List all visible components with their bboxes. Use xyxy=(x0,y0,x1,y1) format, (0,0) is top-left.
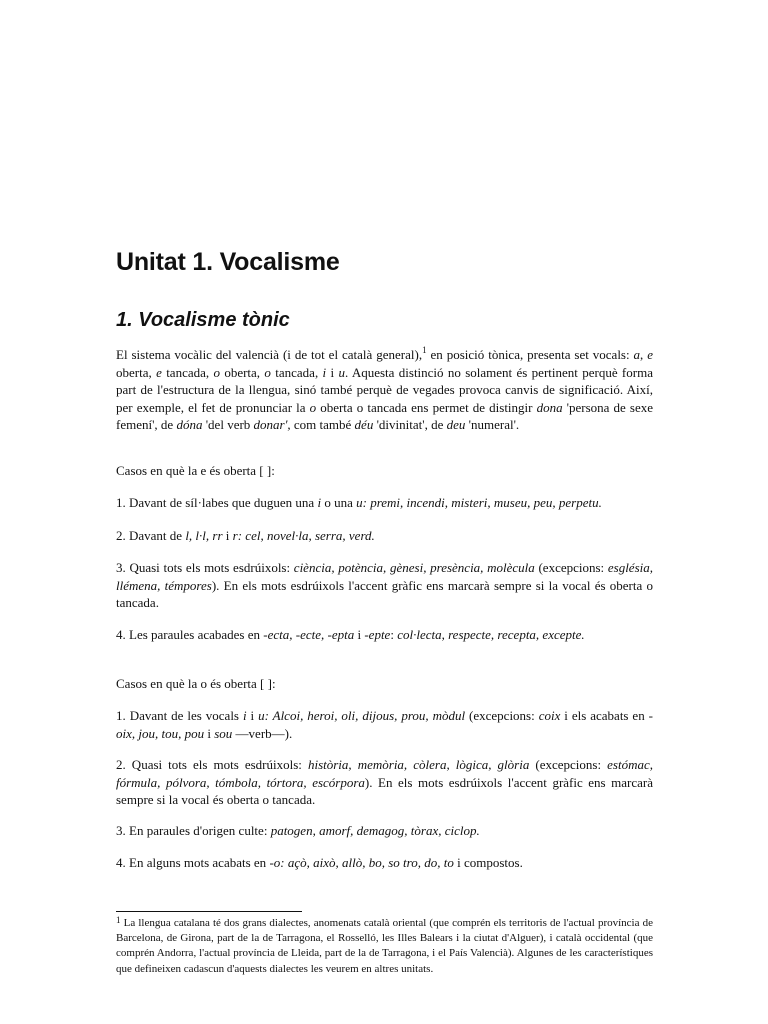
e-case-1 xyxy=(116,494,653,512)
text: i xyxy=(246,708,259,723)
text: com també xyxy=(290,417,355,432)
italic-exceptions: estómac, fórmula, pólvora, tómbola, tórtora, escórpora xyxy=(116,757,653,790)
italic-examples: u: premi, incendi, misteri, museu, peu, perpetu. xyxy=(356,495,602,510)
text: 1. Davant de les vocals xyxy=(116,708,243,723)
italic-term: l, l·l, rr xyxy=(185,528,223,543)
e-cases-heading: Casos en què la e és oberta [ ]: xyxy=(116,463,275,478)
italic-term: deu xyxy=(446,417,466,432)
italic-term: déu xyxy=(354,417,374,432)
e-case-4 xyxy=(116,626,653,644)
italic-examples: -o: açò, això, allò, bo, so tro, do, to xyxy=(269,855,454,870)
text: , xyxy=(640,347,648,362)
italic-term: -epte xyxy=(364,627,391,642)
e-case-3 xyxy=(116,559,653,612)
text: 4. Les paraules acabades en xyxy=(116,627,264,642)
text: 2. Quasi tots els mots esdrúixols: xyxy=(116,757,308,772)
italic-term: o xyxy=(213,364,220,380)
text: oberta, xyxy=(116,364,157,380)
text: (excepcions: xyxy=(465,708,539,723)
italic-term: i xyxy=(242,708,247,723)
italic-term: i xyxy=(322,364,327,380)
text: en posició tònica, presenta set vocals: xyxy=(426,347,634,362)
italic-term: e xyxy=(647,347,654,362)
italic-term: donar', xyxy=(253,417,291,432)
o-case-3 xyxy=(116,822,653,840)
text: ). En els mots esdrúixols l'accent gràfic ens marcarà sempre si la vocal és oberta o tancada. xyxy=(116,774,653,807)
italic-term: a xyxy=(633,347,641,362)
text: i xyxy=(354,627,365,642)
e-case-2 xyxy=(116,527,653,545)
section-title: 1. Vocalisme tònic xyxy=(116,309,290,331)
page-title: Unitat 1. Vocalisme xyxy=(116,248,340,276)
text: i els acabats en xyxy=(560,708,649,723)
text: i xyxy=(326,364,339,380)
text: : xyxy=(390,627,398,642)
text: ). En els mots esdrúixols l'accent gràfic ens marcarà sempre si la vocal és oberta o tancada. xyxy=(116,577,654,610)
italic-examples: u: Alcoi, heroi, oli, dijous, prou, mòdul xyxy=(258,708,466,723)
italic-term: coix xyxy=(538,708,561,723)
o-case-2 xyxy=(116,756,653,809)
italic-examples: patogen, amorf, demagog, tòrax, ciclop. xyxy=(270,823,480,838)
o-case-4 xyxy=(116,854,653,872)
text: i compostos. xyxy=(453,855,523,870)
footnote-reference[interactable]: 1 xyxy=(422,345,427,355)
text: i xyxy=(222,528,233,543)
italic-examples: història, memòria, còlera, lògica, glòria xyxy=(307,757,530,772)
italic-term: dóna xyxy=(176,417,203,432)
text: (excepcions: xyxy=(534,560,608,575)
footnote xyxy=(116,916,653,977)
text: oberta, xyxy=(219,364,265,380)
text: 2. Davant de xyxy=(116,528,186,543)
text: tancada, xyxy=(161,364,214,380)
italic-term: dona xyxy=(536,399,563,415)
footnote-mark: 1 xyxy=(116,915,121,925)
text: El sistema vocàlic del valencià (i de tot el català general), xyxy=(116,347,423,362)
italic-examples: -oix, jou, tou, pou xyxy=(116,708,653,741)
italic-term: u xyxy=(338,364,345,380)
italic-term: i xyxy=(317,495,322,510)
text: o una xyxy=(321,495,357,510)
text: oberta o tancada ens permet de distingir xyxy=(316,399,537,415)
text: i xyxy=(204,725,215,741)
footnote-text: La llengua catalana té dos grans dialectes, anomenats català oriental (que comprén els territoris de l'actual província de Barcelona, de Girona, part de la de Tarragona, el Rosselló, les Illes Balears i la ciutat d'Alguer), i català occidental (que comprén Andorra, l'actual província de Lleida, part de la de Tarragona, i el País Valencià). Algunes de les característiques que defineixen cadascun d'aquests dialectes les veurem en altres unitats. xyxy=(116,917,653,975)
o-cases-heading: Casos en què la o és oberta [ ]: xyxy=(116,676,276,691)
italic-term: o xyxy=(264,364,271,380)
o-case-1 xyxy=(116,707,653,742)
footnote-divider xyxy=(116,911,302,912)
text: . Aquesta distinció no solament és pertinent perquè forma part de l'estructura de la llengua, sinó també perquè de vegades provoca canvis de significació. Així, per exemple, el fet de pronunciar la xyxy=(116,364,653,415)
italic-examples: r: cel, novel·la, serra, verd. xyxy=(232,528,375,543)
text: 1. Davant de síl·labes que duguen una xyxy=(116,495,318,510)
text: 4. En alguns mots acabats en xyxy=(116,855,270,870)
text: 3. En paraules d'origen culte: xyxy=(116,823,271,838)
text: —verb—). xyxy=(232,725,293,741)
italic-examples: ciència, potència, gènesi, presència, molècula xyxy=(293,560,535,575)
text: 3. Quasi tots els mots esdrúixols: xyxy=(116,560,294,575)
text: 'persona de sexe femení', de xyxy=(116,399,654,432)
intro-paragraph xyxy=(116,346,653,434)
italic-term: sou xyxy=(214,725,233,741)
italic-term: o xyxy=(309,399,317,415)
italic-term: -ecta, -ecte, -epta xyxy=(263,627,355,642)
text: 'divinitat', de xyxy=(373,417,447,432)
text: 'numeral'. xyxy=(465,417,520,432)
italic-exceptions: església, llémena, témpores xyxy=(116,560,653,593)
text: (excepcions: xyxy=(529,757,608,772)
text: tancada, xyxy=(270,364,323,380)
text: 'del verb xyxy=(202,417,254,432)
italic-term: e xyxy=(156,364,162,380)
italic-examples: col·lecta, respecte, recepta, excepte. xyxy=(397,627,585,642)
